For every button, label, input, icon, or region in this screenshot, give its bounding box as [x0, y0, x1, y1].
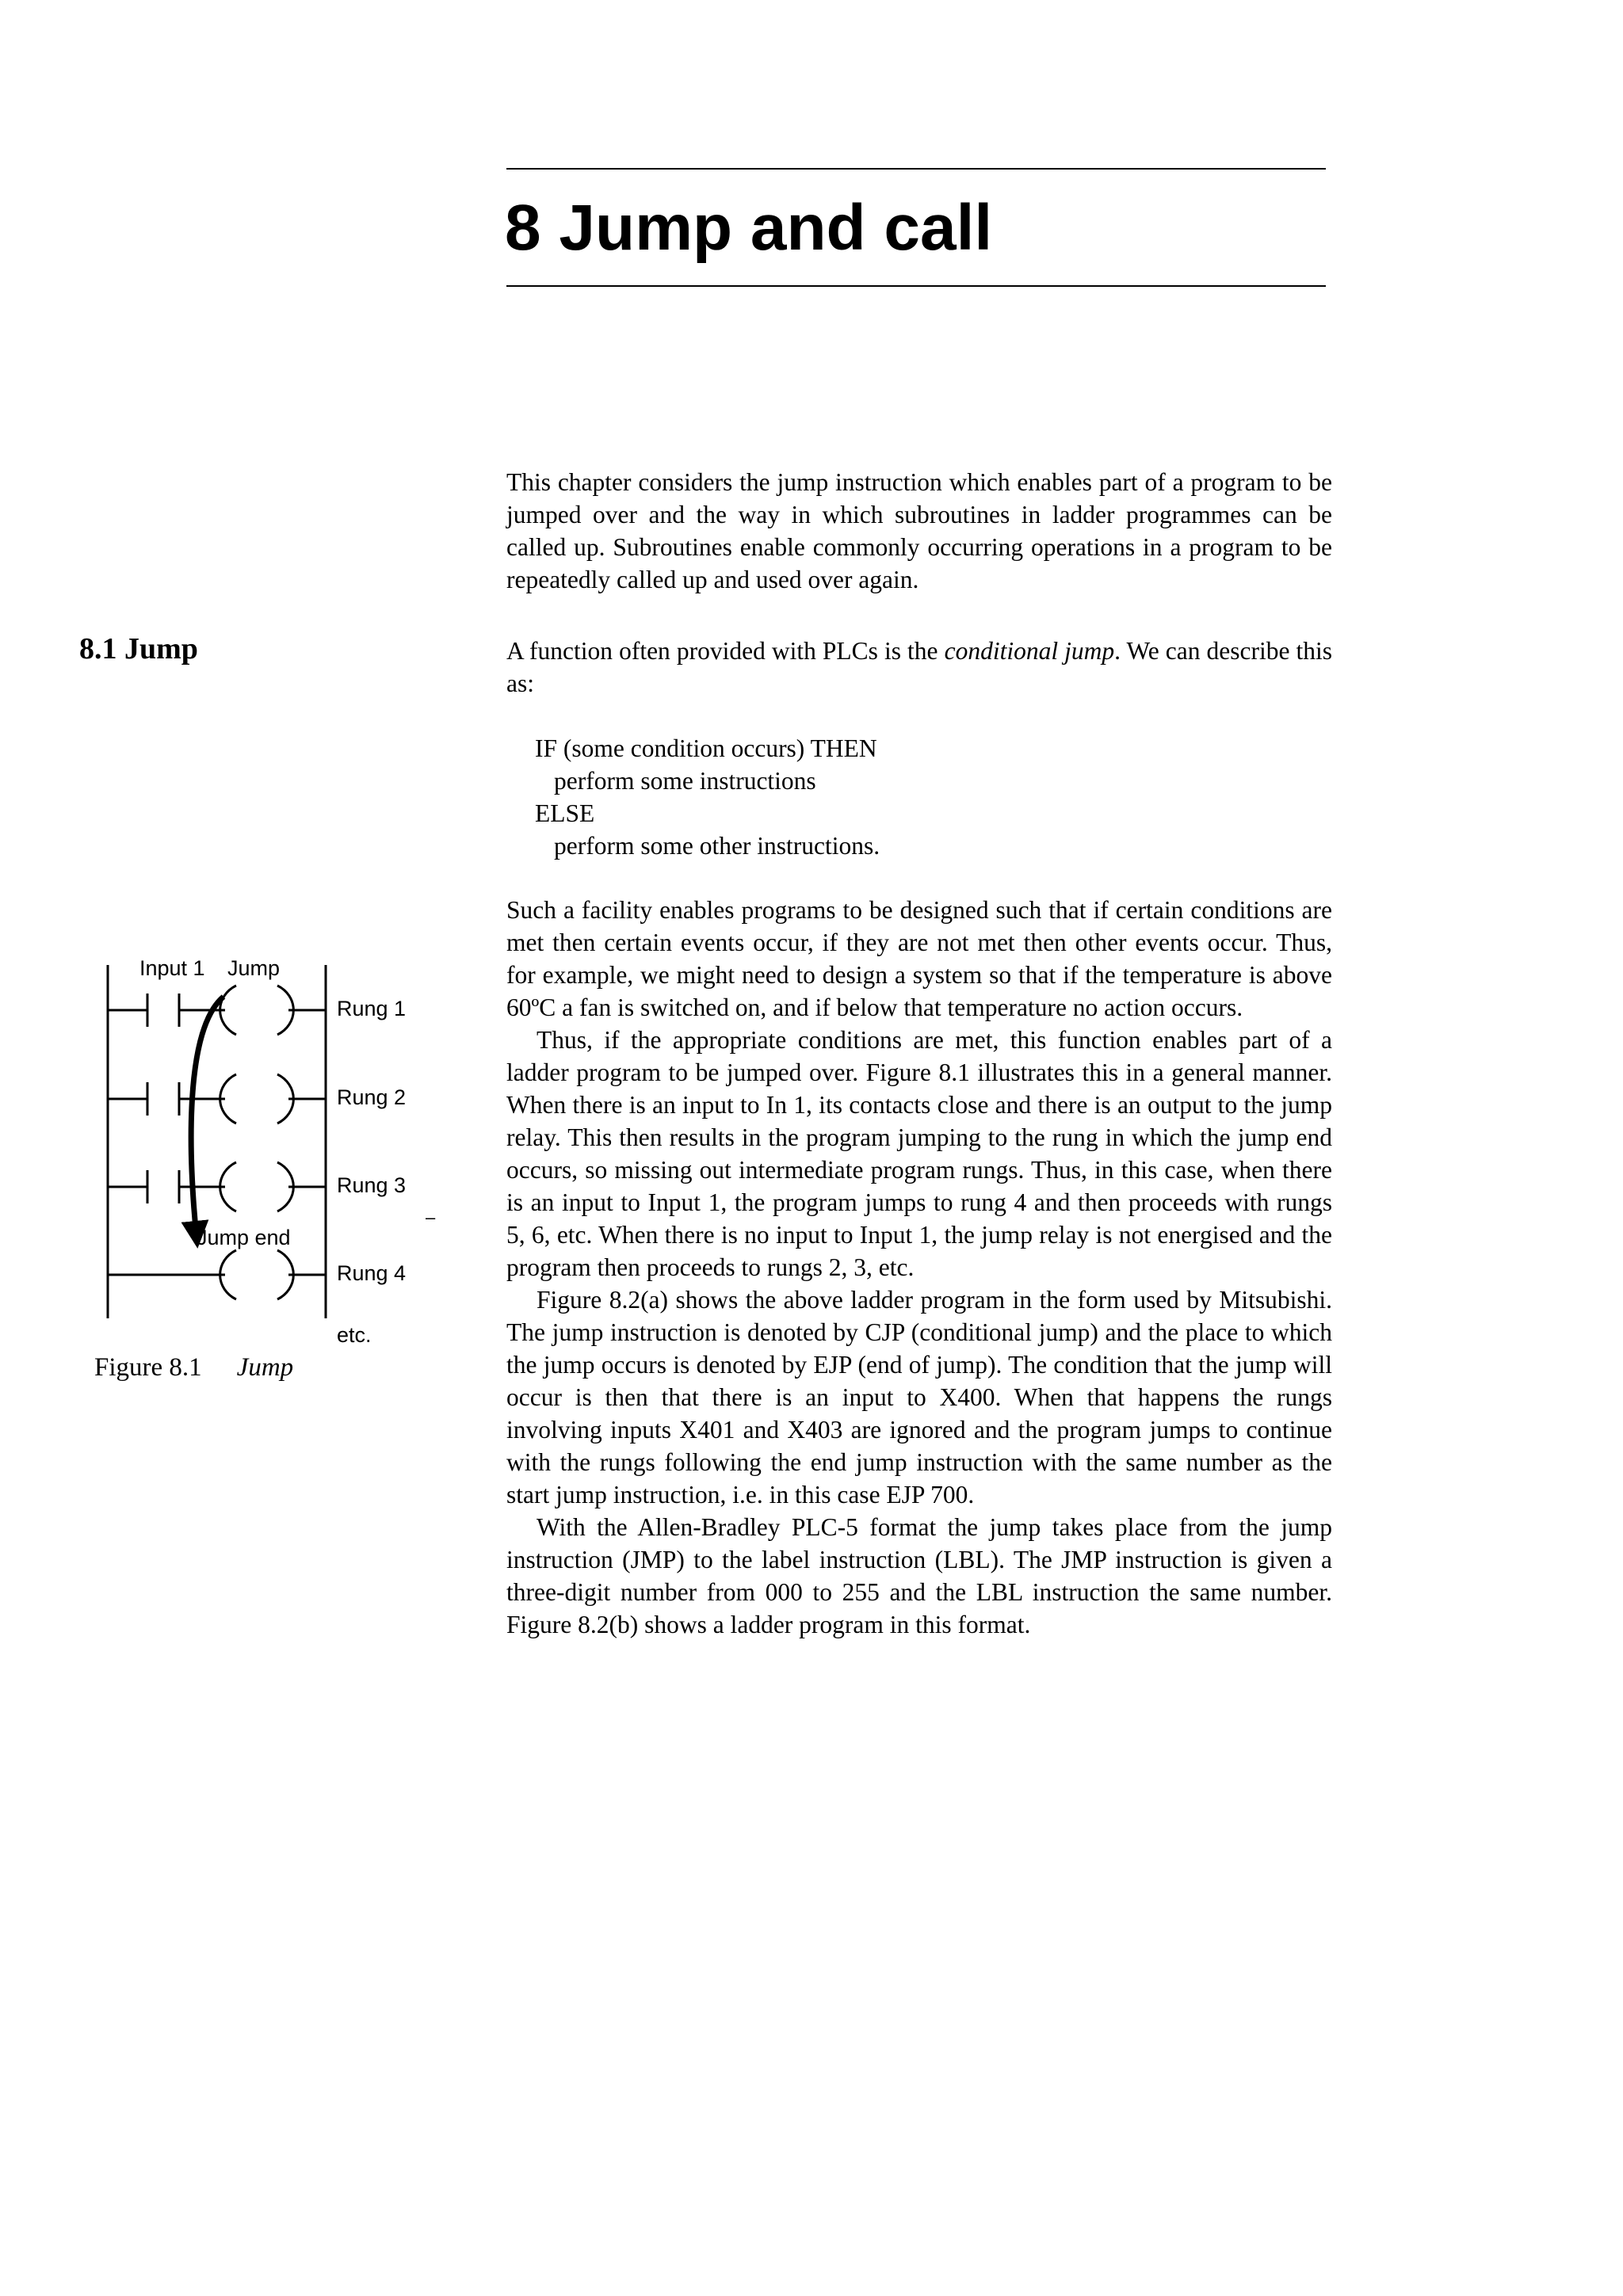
rung-label: Rung 4 — [337, 1261, 407, 1285]
body-paragraph: Figure 8.2(a) shows the above ladder program in the form used by Mitsubishi. The jump instruction is denoted by CJP (conditional jump) and the place to which the jump occurs is denoted by EJP (end of jump). The condition that the jump will occur is then that there is an input to X400. When that happens the rungs involving inputs X401 and X403 are ignored and the program jumps to continue with the rungs following the end jump instruction with the same number as the start jump instruction, i.e. in this case EJP 700. — [506, 1286, 1332, 1508]
ladder-diagram-figure — [0, 0, 491, 1426]
pseudocode-line: perform some other instructions. — [554, 832, 880, 860]
intro-paragraph: This chapter considers the jump instruction which enables part of a program to be jumped over and the way in which subroutines in ladder programmes can be called up. Subroutines enable commonly occurring operations in a program to be repeatedly called up and used over again. — [506, 468, 1332, 593]
jump-arrow — [191, 997, 223, 1238]
input-label: Input 1 — [139, 956, 205, 980]
body-paragraph: With the Allen-Bradley PLC-5 format the jump takes place from the jump instruction (JMP) to the label instruction (LBL). The JMP instruction is given a three-digit number from 000 to 255 and the LBL instruction the same number. Figure 8.2(b) shows a ladder program in this format. — [506, 1513, 1332, 1638]
rung-label: Rung 1 — [337, 997, 407, 1020]
rung-3 — [108, 1162, 326, 1211]
section-heading: 8.1 Jump — [79, 632, 198, 666]
rung-4 — [108, 1250, 326, 1299]
pseudocode-line: perform some instructions — [554, 767, 816, 795]
lead-text-end: . We can describe this as: — [506, 637, 1332, 697]
lead-text: A function often provided with PLCs is the — [506, 637, 945, 665]
etc-label: etc. — [337, 1323, 372, 1347]
pseudocode-line: ELSE — [535, 799, 595, 827]
body-text — [506, 894, 1332, 1641]
stray-mark: – — [426, 1207, 436, 1227]
figure-number: Figure 8.1 — [94, 1353, 202, 1382]
title-rule-top — [506, 168, 1326, 170]
pseudocode-block — [535, 732, 880, 862]
rung-1 — [108, 986, 326, 1035]
body-paragraph: Such a facility enables programs to be designed such that if certain conditions are met then certain events occur, if they are not met then other events occur. Thus, for example, we might need to design a system so that if the temperature is above 60ºC a fan is switched on, and if below that temperature no action occurs. — [506, 896, 1332, 1021]
ladder-lines — [108, 965, 326, 1318]
rung-label: Rung 3 — [337, 1173, 407, 1197]
figure-title: Jump — [236, 1353, 294, 1382]
lead-emphasis: conditional jump — [944, 637, 1115, 665]
rung-2 — [108, 1074, 326, 1123]
conditional-jump-paragraph — [506, 635, 1332, 700]
chapter-title: 8 Jump and call — [505, 192, 993, 264]
body-paragraph: Thus, if the appropriate conditions are met, this function enables part of a ladder program to be jumped over. Figure 8.1 illustrates this in a general manner. When there is an input to In 1, its contacts close and there is an output to the jump relay. This then results in the program jumping to the rung in which the jump end occurs, so missing out intermediate program rungs. Thus, in this case, when there is an input to Input 1, the program jumps to rung 4 and then proceeds with rungs 5, 6, etc. When there is no input to Input 1, the jump relay is not energised and the program then proceeds to rungs 2, 3, etc. — [506, 1026, 1332, 1281]
pseudocode-line: IF (some condition occurs) THEN — [535, 734, 877, 762]
figure-caption — [94, 1352, 293, 1383]
jump-end-label: Jump end — [197, 1226, 291, 1249]
jump-label: Jump — [227, 956, 281, 980]
title-rule-bottom — [506, 285, 1326, 287]
rung-label: Rung 2 — [337, 1085, 407, 1109]
